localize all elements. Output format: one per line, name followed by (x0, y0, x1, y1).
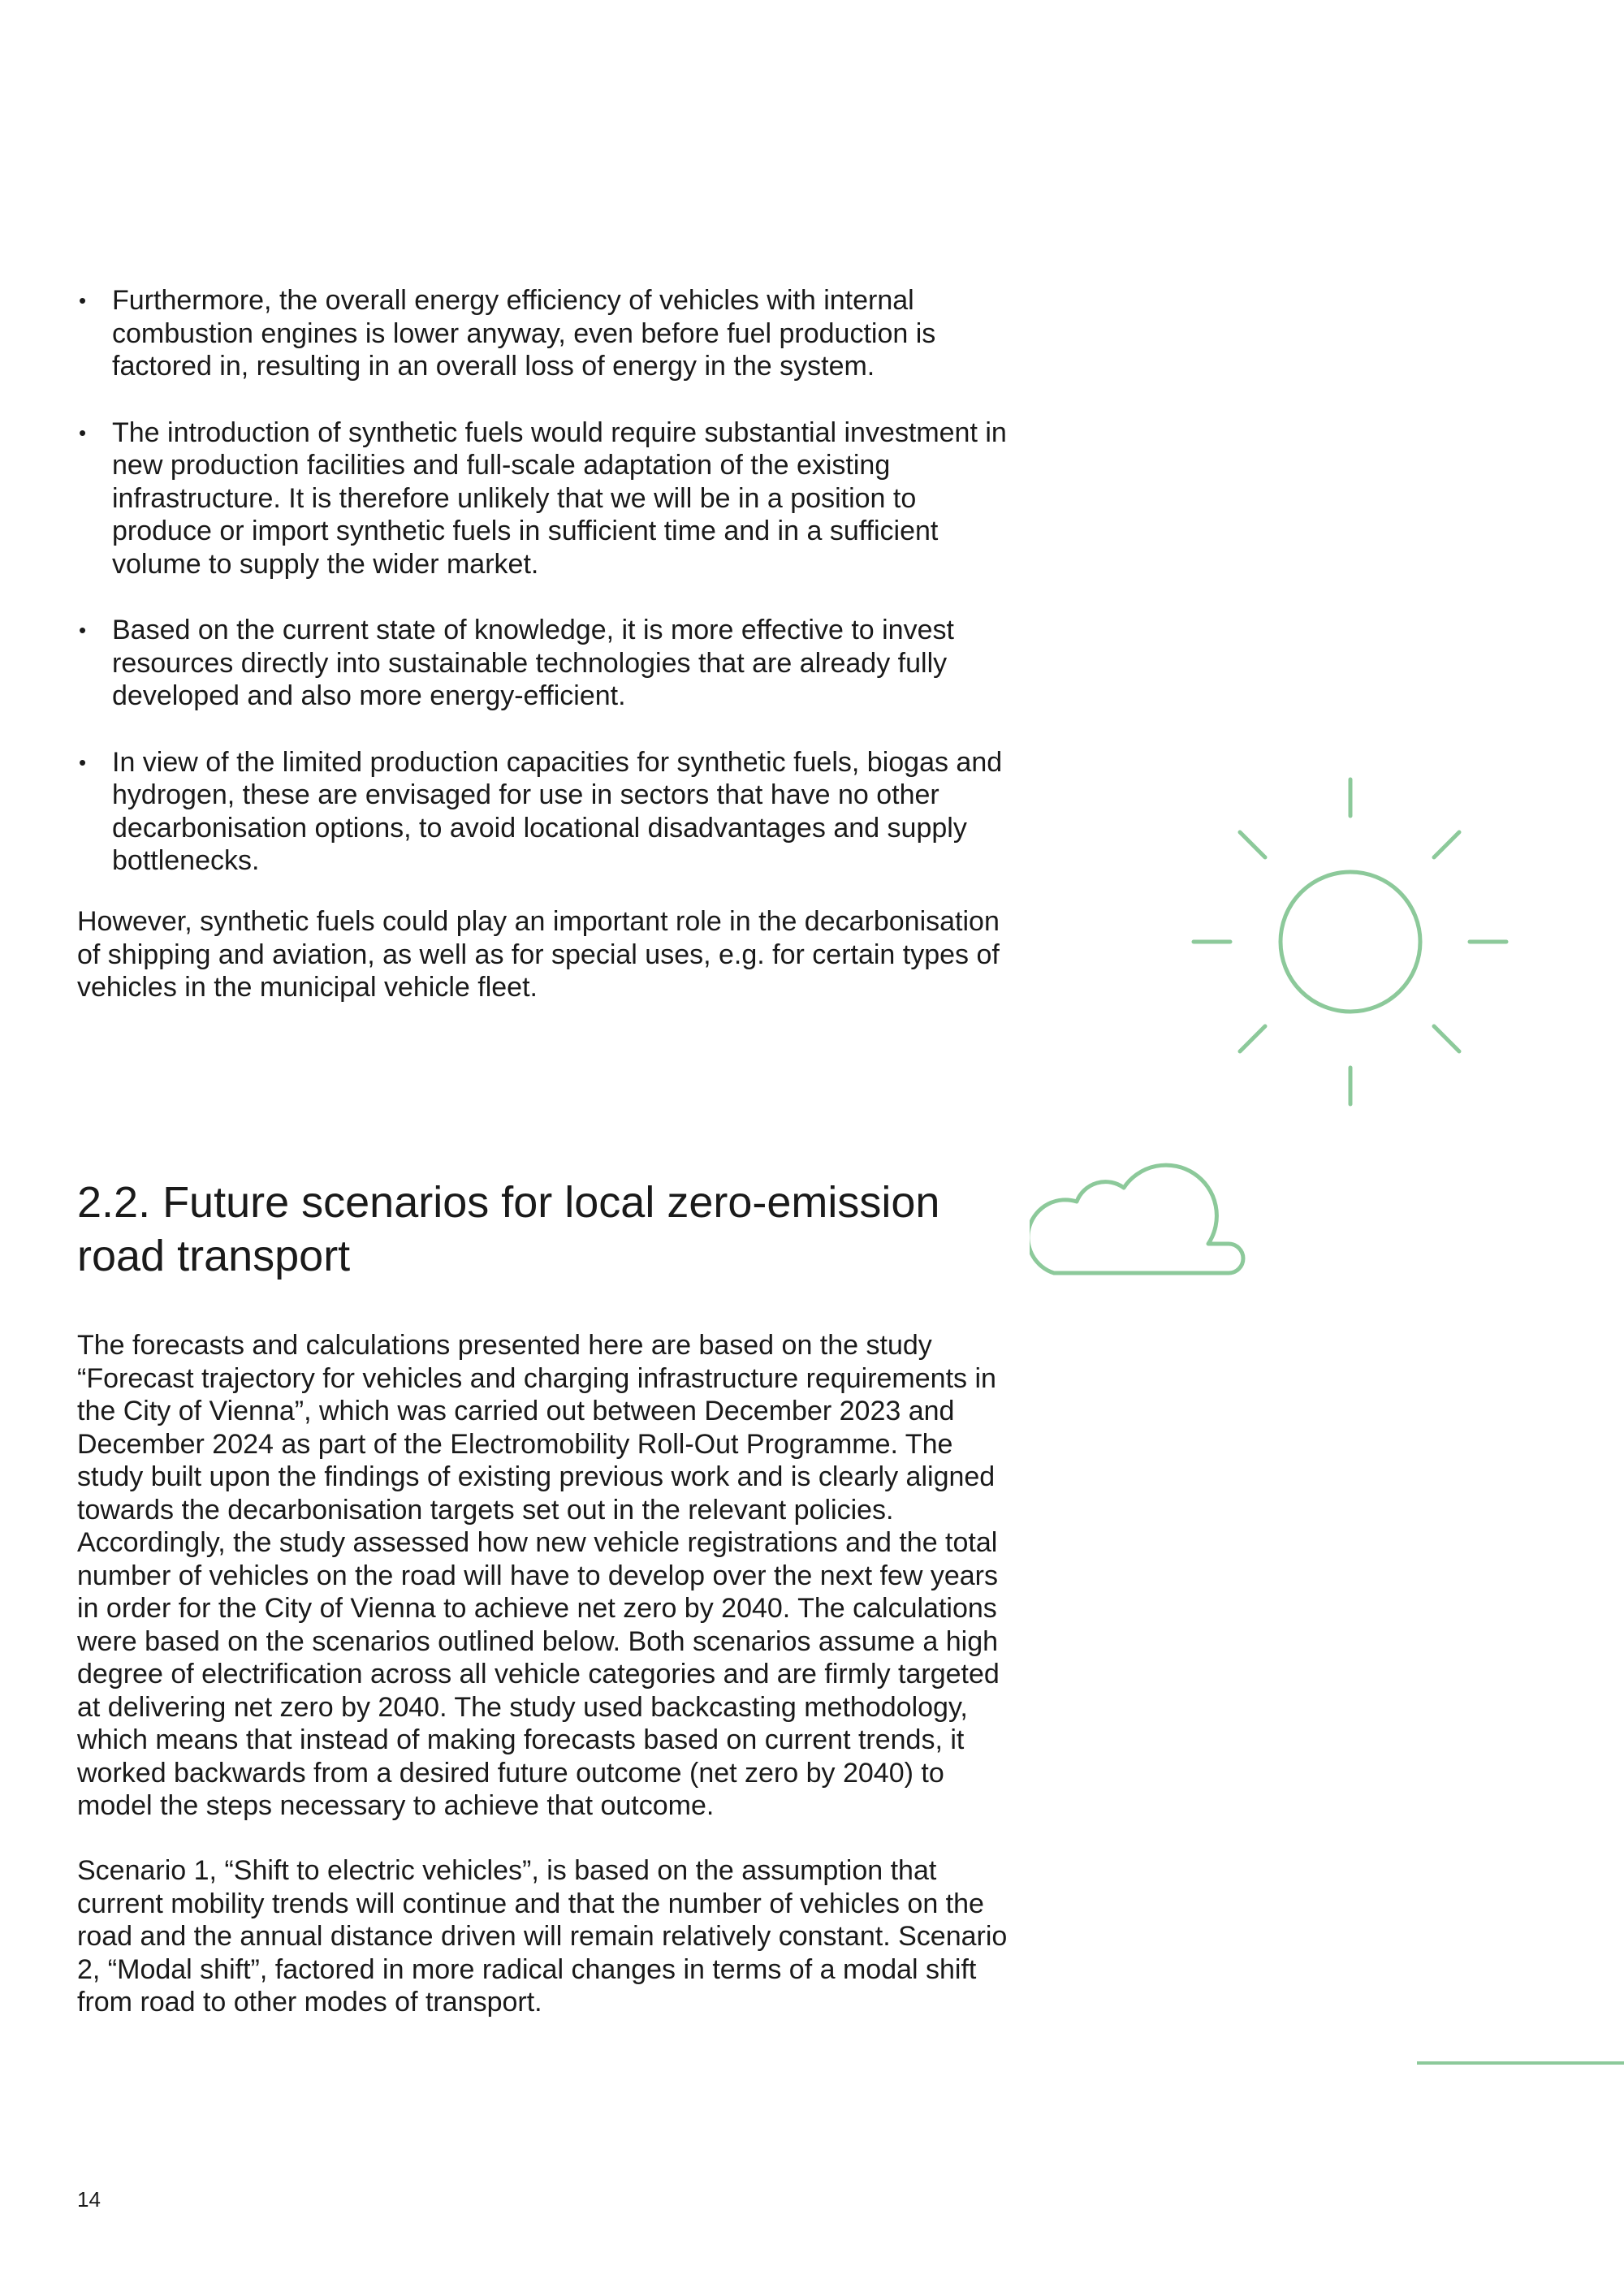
cloud-icon (1030, 1151, 1257, 1285)
list-item: • Based on the current state of knowledge, it is more effective to invest resources directly into sustainable technologies that are already fully developed and also more energy-efficient. (79, 615, 954, 711)
bullet-text: The introduction of synthetic fuels would require substantial investment in new production facilities and full-scale adaptation of the existing infrastructure. It is therefore unlikely that we will be in a position to produce or import synthetic fuels in sufficient time and in a sufficient volume to supply the wider market. (112, 416, 1007, 580)
bullet-text: Based on the current state of knowledge, it is more effective to invest resources directly into sustainable technologies that are already fully developed and also more energy-efficient. (112, 615, 954, 711)
bullet-list (77, 284, 1011, 911)
scenarios-paragraph: Scenario 1, “Shift to electric vehicles”, is based on the assumption that current mobility trends will continue and that the number of vehicles on the road and the annual distance driven will remain relatively constant. Scenario 2, “Modal shift”, factored in more radical changes in terms of a modal shift from road to other modes of transport. (77, 1855, 1008, 2018)
list-item: • Furthermore, the overall energy efficiency of vehicles with internal combustion engines is lower anyway, even before fuel production is factored in, resulting in an overall loss of energy in the system. (79, 285, 936, 382)
accent-divider (1417, 2061, 1624, 2065)
list-item: • In view of the limited production capacities for synthetic fuels, biogas and hydrogen, these are envisaged for use in sectors that have no other decarbonisation options, to avoid locational disadvantages and supply bottlenecks. (79, 746, 1003, 876)
forecasts-paragraph: The forecasts and calculations presented here are based on the study “Forecast trajectory for vehicles and charging infrastructure requirements in the City of Vienna”, which was carried out between December 2023 and December 2024 as part of the Electromobility Roll-Out Programme. The study built upon the findings of existing previous work and is clearly aligned towards the decarbonisation targets set out in the relevant policies. Accordingly, the study assessed how new vehicle registrations and the total number of vehicles on the road will have to develop over the next few years in order for the City of Vienna to achieve net zero by 2040. The calculations were based on the scenarios outlined below. Both scenarios assume a high degree of electrification across all vehicle categories and are firmly targeted at delivering net zero by 2040. The study used backcasting methodology, which means that instead of making forecasts based on current trends, it worked backwards from a desired future outcome (net zero by 2040) to model the steps necessary to achieve that outcome. (77, 1330, 1000, 1821)
synthetic-fuels-paragraph: However, synthetic fuels could play an important role in the decarbonisation of shipping and aviation, as well as for special uses, e.g. for certain types of vehicles in the municipal vehicle fleet. (77, 906, 1000, 1003)
section-heading: 2.2. Future scenarios for local zero-emission road transport (77, 1178, 940, 1280)
list-item: • The introduction of synthetic fuels would require substantial investment in new production facilities and full-scale adaptation of the existing infrastructure. It is therefore unlikely that we will be in a position to produce or import synthetic fuels in sufficient time and in a sufficient volume to supply the wider market. (79, 416, 1007, 580)
bullet-text: In view of the limited production capacities for synthetic fuels, biogas and hydrogen, these are envisaged for use in sectors that have no other decarbonisation options, to avoid locational disadvantages and supply bottlenecks. (112, 746, 1003, 876)
bullet-text: Furthermore, the overall energy efficiency of vehicles with internal combustion engines is lower anyway, even before fuel production is factored in, resulting in an overall loss of energy in the system. (112, 285, 936, 382)
page-number: 14 (77, 2187, 101, 2212)
sun-icon (1186, 775, 1518, 1108)
